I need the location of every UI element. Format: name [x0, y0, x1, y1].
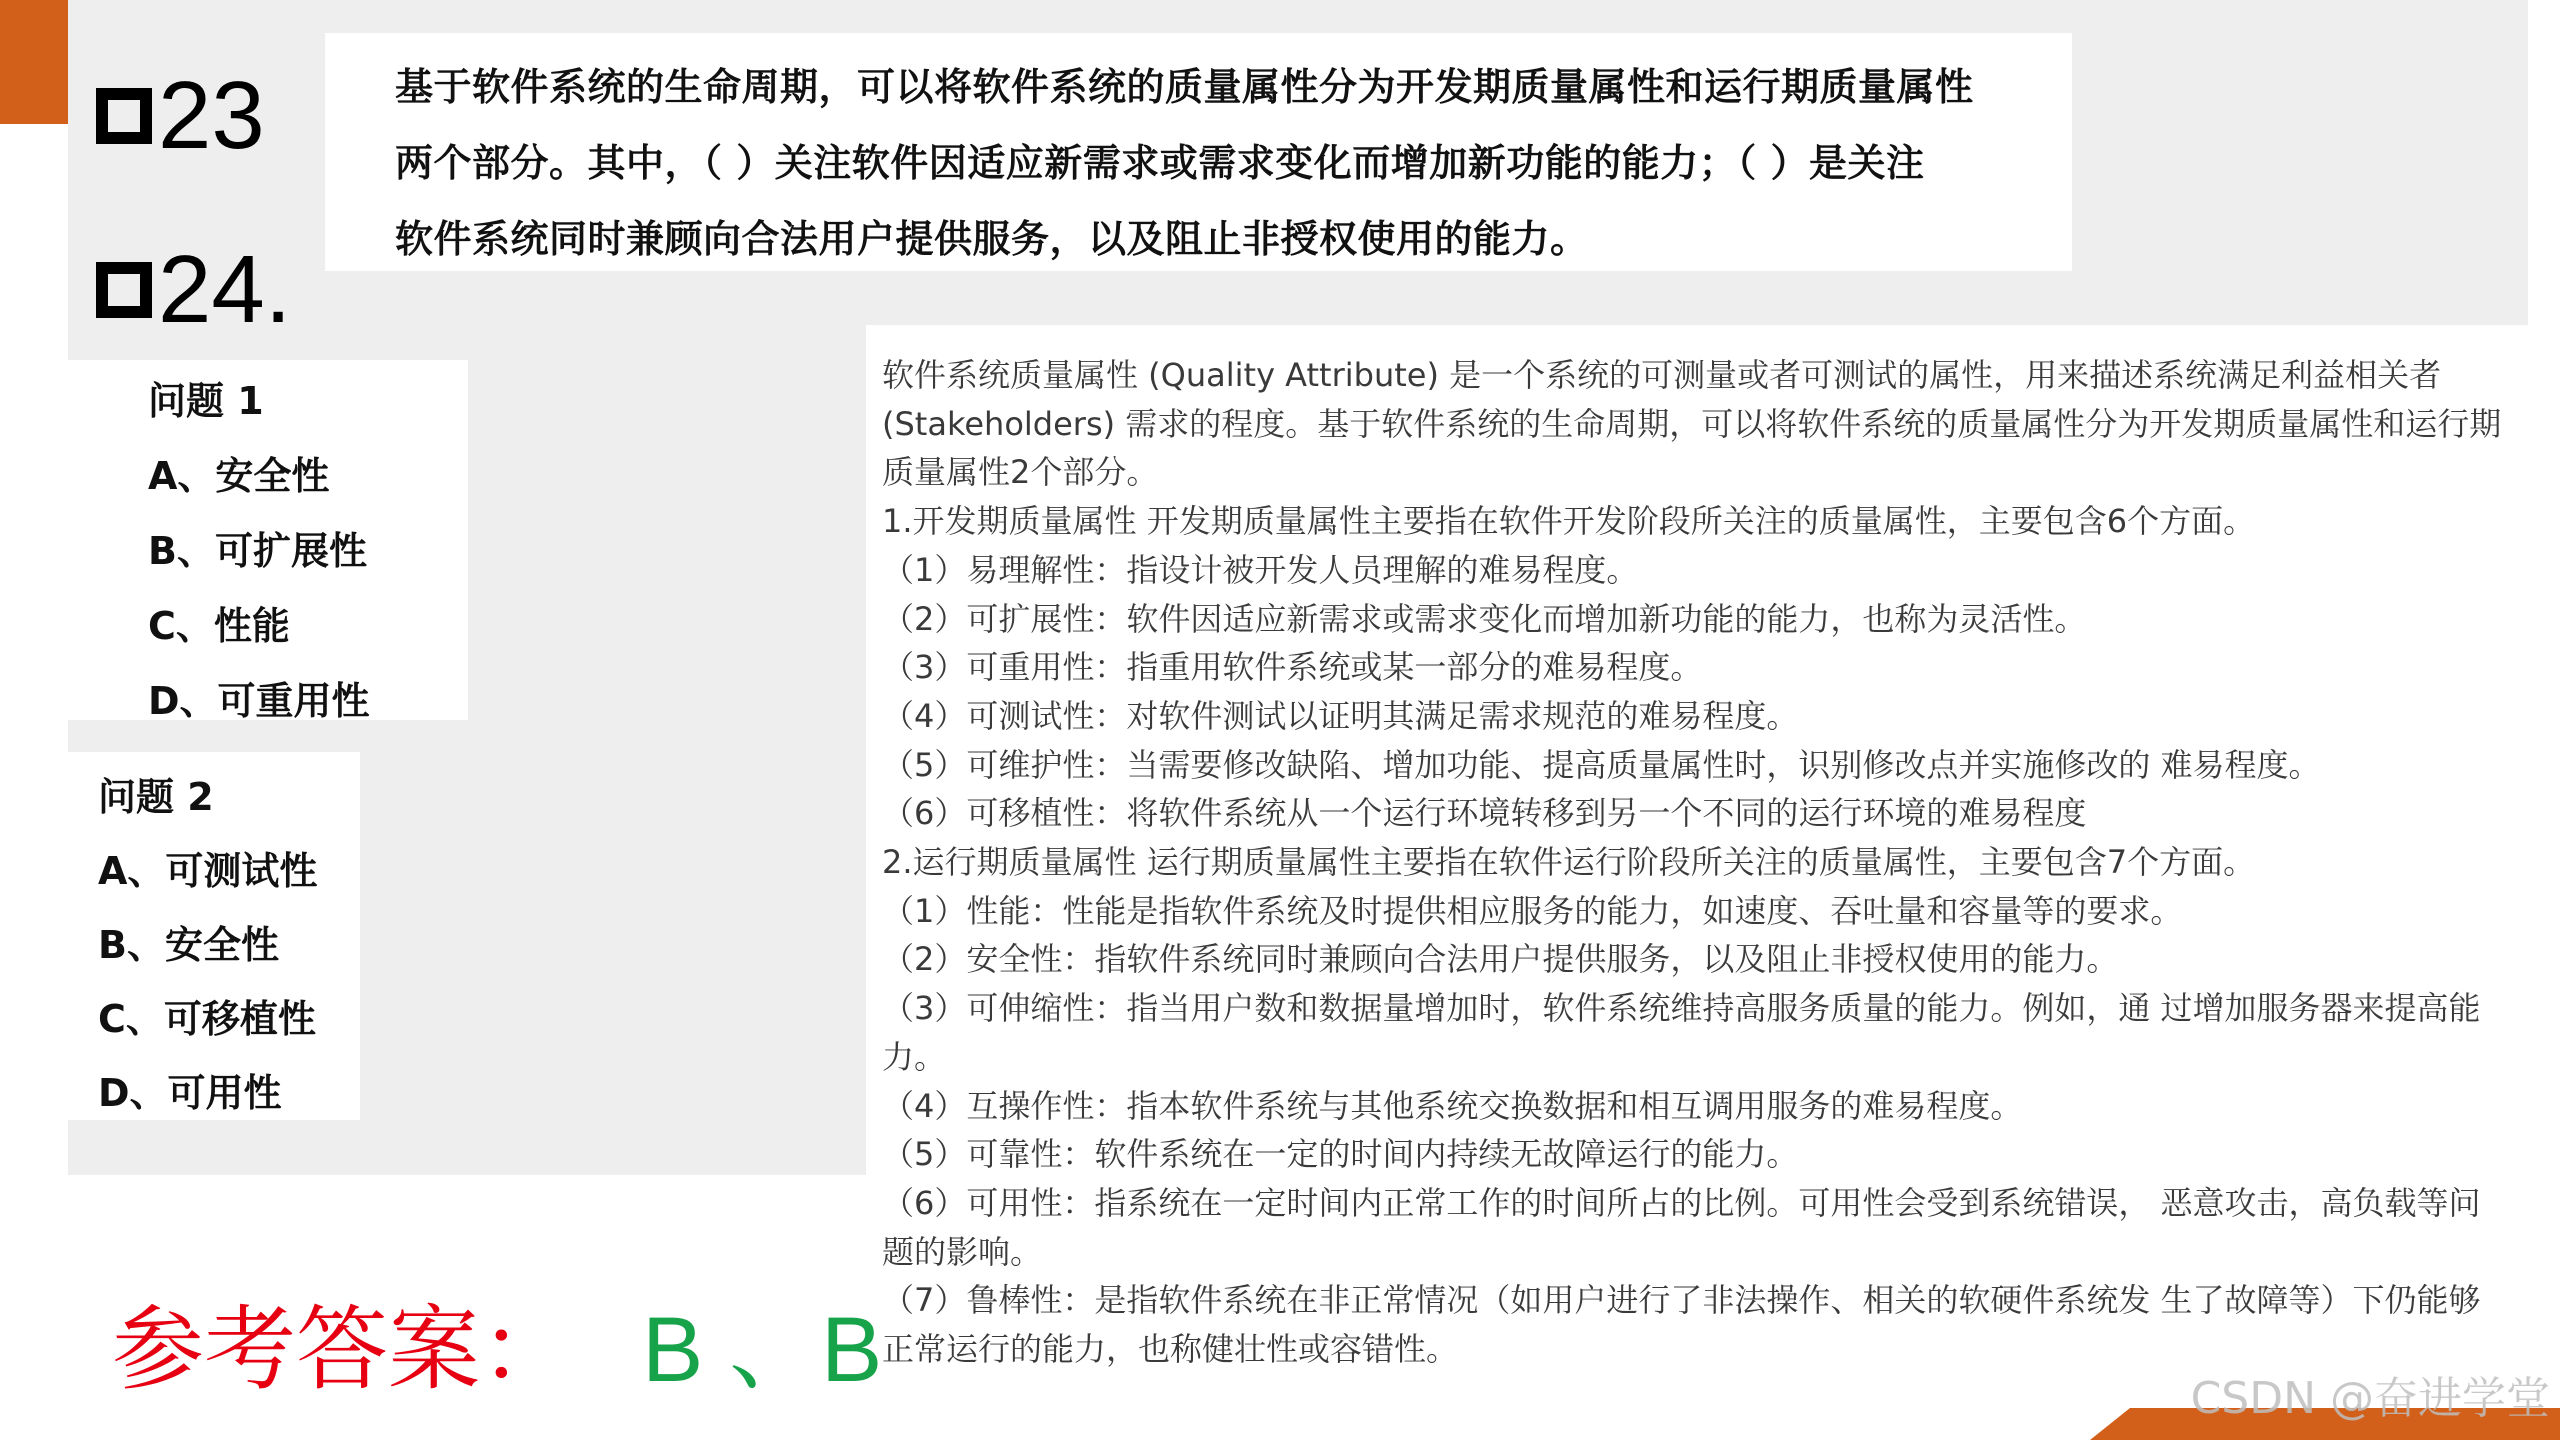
explanation-line: （6）可用性：指系统在一定时间内正常工作的时间所占的比例。可用性会受到系统错误， 恶意攻击，高负载等问	[882, 1183, 2481, 1222]
question-text-line: 软件系统同时兼顾向合法用户提供服务，以及阻止非授权使用的能力。	[395, 217, 1589, 261]
square-bullet-icon	[96, 262, 152, 318]
explanation-line: 软件系统质量属性 (Quality Attribute) 是一个系统的可测量或者可测试的属性，用来描述系统满足利益相关者	[882, 356, 2442, 394]
explanation-line: （4）互操作性：指本软件系统与其他系统交换数据和相互调用服务的难易程度。	[882, 1086, 2023, 1125]
explanation-line: （7）鲁棒性：是指软件系统在非正常情况（如用户进行了非法操作、相关的软硬件系统发 生了故障等）下仍能够	[882, 1281, 2481, 1320]
problem-1-option-a: A、安全性	[148, 454, 330, 498]
problem-1-options	[68, 360, 468, 723]
problem-1-option-c: C、性能	[148, 604, 290, 648]
problem-1-title: 问题 1	[148, 379, 264, 423]
csdn-watermark: CSDN @奋进学堂	[2190, 1373, 2550, 1424]
explanation-line: （5）可靠性：软件系统在一定的时间内持续无故障运行的能力。	[882, 1135, 1799, 1174]
problem-2-option-b: B、安全性	[98, 923, 279, 967]
question-number-label: 24.	[158, 236, 292, 343]
explanation-line: （2）可扩展性：软件因适应新需求或需求变化而增加新功能的能力，也称为灵活性。	[882, 599, 2087, 638]
square-bullet-icon	[96, 88, 152, 144]
explanation-line: 力。	[882, 1037, 947, 1076]
explanation-line: （3）可伸缩性：指当用户数和数据量增加时，软件系统维持高服务质量的能力。例如，通 过增加服务器来提高能	[882, 989, 2481, 1028]
question-number-23	[96, 62, 265, 169]
problem-1-option-b: B、可扩展性	[148, 529, 367, 573]
explanation-line: 1.开发期质量属性 开发期质量属性主要指在软件开发阶段所关注的质量属性，主要包含6个方面。	[882, 502, 2256, 541]
explanation-line: （5）可维护性：当需要修改缺陷、增加功能、提高质量属性时，识别修改点并实施修改的 难易程度。	[882, 745, 2321, 784]
reference-answer	[112, 1282, 882, 1402]
explanation-line: 题的影响。	[882, 1232, 1043, 1271]
answer-label: 参考答案：	[112, 1296, 573, 1403]
explanation-line: （3）可重用性：指重用软件系统或某一部分的难易程度。	[882, 648, 1703, 687]
question-number-label: 23	[158, 62, 265, 169]
explanation-line: (Stakeholders) 需求的程度。基于软件系统的生命周期，可以将软件系统的质量属性分为开发期质量属性和运行期	[882, 404, 2502, 443]
problem-2-option-a: A、可测试性	[98, 849, 318, 893]
problem-1-option-d: D、可重用性	[148, 679, 370, 723]
explanation-line: 质量属性2个部分。	[882, 453, 1159, 492]
problem-2-option-d: D、可用性	[98, 1071, 282, 1115]
orange-accent-tab	[0, 0, 68, 124]
explanation-line: （1）性能：性能是指软件系统及时提供相应服务的能力，如速度、吞吐量和容量等的要求。	[882, 891, 2183, 930]
explanation-line: 2.运行期质量属性 运行期质量属性主要指在软件运行阶段所关注的质量属性，主要包含7个方面。	[882, 843, 2256, 882]
explanation-line: （4）可测试性：对软件测试以证明其满足需求规范的难易程度。	[882, 696, 1799, 735]
question-text-line: 两个部分。其中，（ ）关注软件因适应新需求或需求变化而增加新功能的能力；（ ）是关注	[395, 141, 1925, 185]
question-number-24	[96, 236, 292, 343]
problem-2-options	[68, 752, 360, 1120]
explanation-line: （1）易理解性：指设计被开发人员理解的难易程度。	[882, 550, 1639, 589]
problem-2-option-c: C、可移植性	[98, 997, 316, 1041]
explanation-line: 正常运行的能力，也称健壮性或容错性。	[882, 1330, 1459, 1369]
question-card	[325, 33, 2072, 271]
problem-2-title: 问题 2	[98, 775, 214, 819]
explanation-line: （2）安全性：指软件系统同时兼顾向合法用户提供服务，以及阻止非授权使用的能力。	[882, 940, 2119, 979]
question-text-line: 基于软件系统的生命周期，可以将软件系统的质量属性分为开发期质量属性和运行期质量属性	[395, 65, 1974, 109]
explanation-panel	[866, 325, 2526, 1375]
explanation-line: （6）可移植性：将软件系统从一个运行环境转移到另一个不同的运行环境的难易程度	[882, 794, 2087, 833]
answer-value: B 、B	[642, 1299, 883, 1401]
